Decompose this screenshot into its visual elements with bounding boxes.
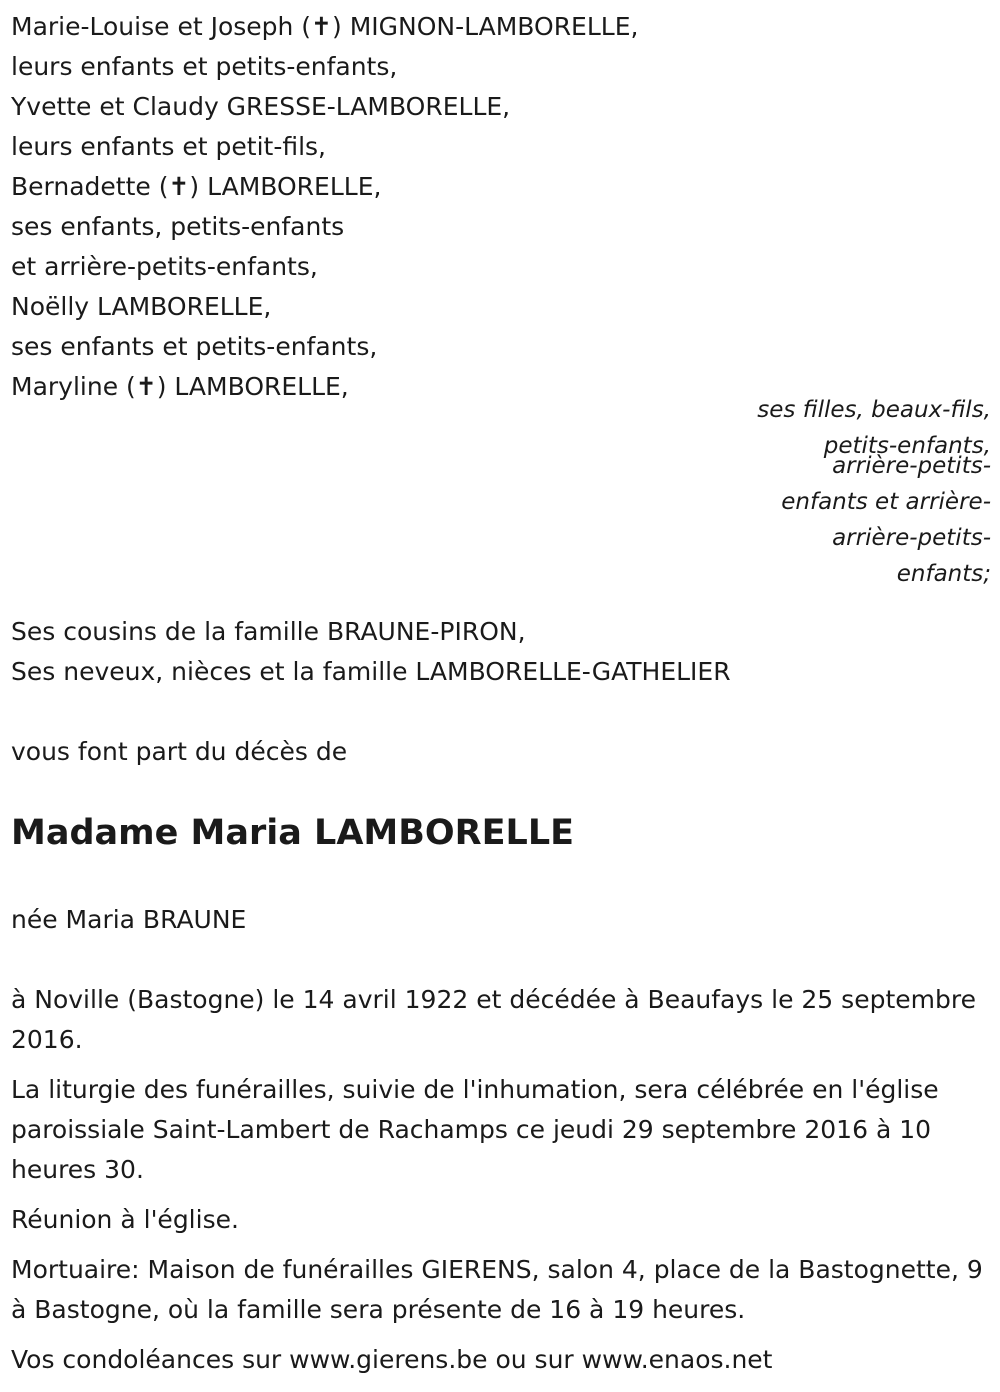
relationship-line: ses filles, beaux-fils, <box>757 397 991 423</box>
family-line: Noëlly LAMBORELLE, <box>11 292 272 321</box>
deceased-name: Madame Maria LAMBORELLE <box>11 813 575 853</box>
extended-family <box>11 612 731 692</box>
relationship-line: enfants; <box>896 561 991 587</box>
family-line: ses enfants, petits-enfants <box>11 212 345 241</box>
reunion-paragraph: Réunion à l'église. <box>11 1205 239 1234</box>
funeral-paragraph: La liturgie des funérailles, suivie de l'inhumation, sera célébrée en l'église paroissiale Saint-Lambert de Rachamps ce jeudi 29 septembre 2016 à 10 heures 30. <box>11 1075 939 1184</box>
details <box>11 980 991 1390</box>
relationship-line: enfants et arrière- <box>781 489 991 515</box>
condolences-paragraph: Vos condoléances sur www.gierens.be ou sur www.enaos.net <box>11 1345 773 1374</box>
family-line: Maryline (✝) LAMBORELLE, <box>11 372 349 401</box>
relationship-line: petits-enfants, <box>823 433 991 459</box>
maiden-name: née Maria BRAUNE <box>11 905 247 934</box>
family-line: Yvette et Claudy GRESSE-LAMBORELLE, <box>11 92 511 121</box>
family-line: Bernadette (✝) LAMBORELLE, <box>11 172 382 201</box>
family-line: leurs enfants et petit-fils, <box>11 132 327 161</box>
relationship-line: arrière-petits- <box>832 453 991 479</box>
nephews-line: Ses neveux, nièces et la famille LAMBORELLE-GATHELIER <box>11 657 731 686</box>
birth-death-paragraph: à Noville (Bastogne) le 14 avril 1922 et décédée à Beaufays le 25 septembre 2016. <box>11 985 976 1054</box>
cousins-line: Ses cousins de la famille BRAUNE-PIRON, <box>11 617 526 646</box>
family-line: ses enfants et petits-enfants, <box>11 332 378 361</box>
family-line: et arrière-petits-enfants, <box>11 252 318 281</box>
family-list <box>11 7 771 407</box>
relationship-note <box>591 392 991 592</box>
relationship-line: arrière-petits- <box>832 525 991 551</box>
mortuary-paragraph: Mortuaire: Maison de funérailles GIERENS, salon 4, place de la Bastognette, 9 à Bastogne, où la famille sera présente de 16 à 19 heures. <box>11 1255 983 1324</box>
family-line: leurs enfants et petits-enfants, <box>11 52 398 81</box>
family-line: Marie-Louise et Joseph (✝) MIGNON-LAMBORELLE, <box>11 12 639 41</box>
announcement-text: vous font part du décès de <box>11 737 348 766</box>
